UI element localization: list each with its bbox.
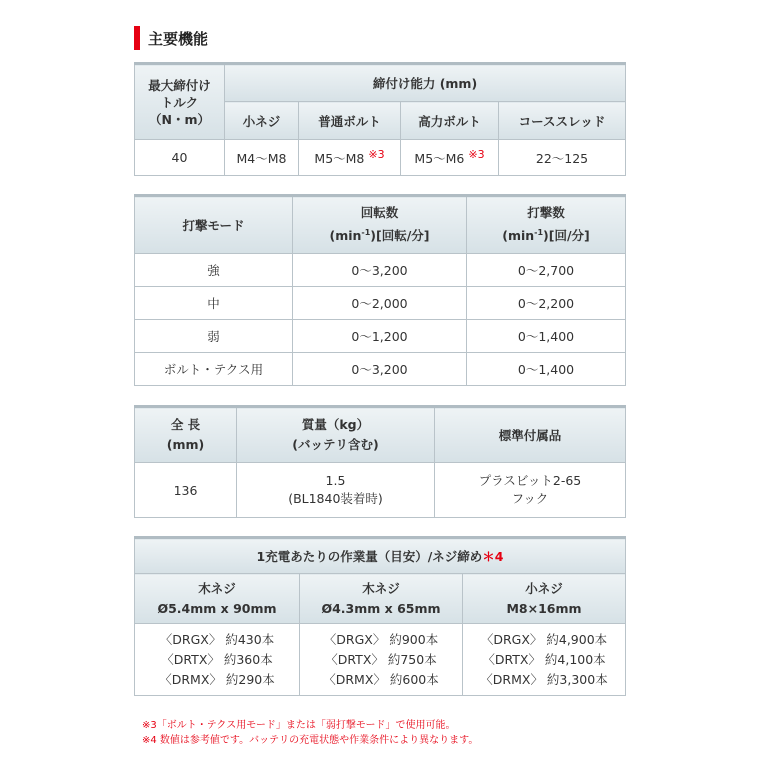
rpm-header-line2 [295,223,464,246]
high-bolt-note: ※3 [468,147,485,161]
work-value-cell [463,624,626,696]
table-row [135,254,626,287]
work-value-cell [135,624,300,696]
capacity-table [134,62,626,176]
mode-cell: 強 [135,254,293,287]
ipm-cell: 0～2,700 [467,254,626,287]
mass-header [237,407,435,463]
footnote-4: ※4 数値は参考値です。バッテリの充電状態や作業条件により異なります。 [142,735,479,746]
accessory-1: プラスビット2-65 [478,473,582,488]
mass-cell [237,463,435,518]
length-header [135,407,237,463]
coarse-thread-value: 22～125 [499,140,626,176]
column-size: Ø4.3mm x 65mm [321,600,441,616]
ipm-header-line1: 打撃数 [527,205,565,221]
dimensions-table [134,405,626,518]
impact-mode-table [134,194,626,386]
subheader-coarse-thread: コーススレッド [499,102,626,140]
length-header-line1: 全 長 [170,417,201,432]
section-title-text: 主要機能 [148,29,209,48]
title-accent-bar [134,26,140,50]
length-header-line2: (mm) [166,437,205,452]
table-row [135,353,626,386]
work-value: 〈DRTX〉 約360本 [161,651,273,667]
column-size: M8×16mm [506,600,582,616]
normal-bolt-value: M5～M8 [314,151,365,167]
work-value: 〈DRMX〉 約3,300本 [480,671,608,687]
mass-value: 1.5 [325,473,346,488]
normal-bolt-cell [299,140,401,176]
section-title [134,26,208,50]
subheader-high-bolt: 高力ボルト [401,102,499,140]
normal-bolt-note: ※3 [368,147,385,161]
work-title [135,538,626,574]
mode-cell: 中 [135,287,293,320]
work-value: 〈DRMX〉 約290本 [159,671,275,687]
ipm-cell: 0～1,400 [467,353,626,386]
work-value: 〈DRGX〉 約900本 [323,631,439,647]
torque-header [135,64,225,140]
footnote-3: ※3「ボルト・テクス用モード」または「弱打撃モード」で使用可能。 [142,720,456,731]
torque-header-line2: トルク [160,94,199,110]
ipm-cell: 0～2,200 [467,287,626,320]
column-name: 小ネジ [525,580,563,596]
table-row [135,287,626,320]
accessory-2: フック [511,491,549,506]
work-value: 〈DRTX〉 約750本 [325,651,437,667]
rpm-cell: 0～3,200 [293,254,467,287]
high-bolt-value: M5～M6 [414,151,465,167]
ipm-header [467,196,626,254]
subheader-small-screw: 小ネジ [225,102,299,140]
ipm-header-line2 [469,223,623,246]
table-row [135,320,626,353]
rpm-header [293,196,467,254]
ipm-unit-a: (min [502,228,535,244]
rpm-header-line1: 回転数 [360,205,399,221]
footnotes [142,718,478,748]
torque-header-line1: 最大締付け [148,77,211,93]
ipm-unit-sup: -1 [534,228,544,238]
work-value: 〈DRGX〉 約430本 [159,631,275,647]
mode-cell: 弱 [135,320,293,353]
small-screw-value: M4～M8 [225,140,299,176]
column-name: 木ネジ [198,580,236,596]
work-value: 〈DRMX〉 約600本 [323,671,439,687]
mass-header-line1: 質量（kg） [301,417,370,432]
torque-value: 40 [135,140,225,176]
rpm-cell: 0～2,000 [293,287,467,320]
work-value-cell [300,624,463,696]
work-per-charge-table [134,536,626,696]
column-name: 木ネジ [362,580,400,596]
column-header [135,574,300,624]
work-value: 〈DRTX〉 約4,100本 [482,651,606,667]
column-header [463,574,626,624]
accessories-cell [435,463,626,518]
high-bolt-cell [401,140,499,176]
rpm-unit-sup: -1 [361,228,371,238]
work-title-note: ＊4 [482,549,504,564]
ipm-cell: 0～1,400 [467,320,626,353]
rpm-unit-a: (min [329,228,362,244]
mass-note: (BL1840装着時) [288,491,383,506]
mode-header: 打撃モード [135,196,293,254]
mass-header-line2: (バッテリ含む) [292,437,379,452]
subheader-normal-bolt: 普通ボルト [299,102,401,140]
torque-header-line3: （N・m） [149,111,210,127]
work-value: 〈DRGX〉 約4,900本 [480,631,608,647]
work-title-text: 1充電あたりの作業量（目安）/ネジ締め [256,549,483,564]
mode-cell: ボルト・テクス用 [135,353,293,386]
column-header [300,574,463,624]
length-value: 136 [135,463,237,518]
rpm-unit-b: )[回転/分] [370,228,430,244]
rpm-cell: 0～3,200 [293,353,467,386]
ipm-unit-b: )[回/分] [543,228,590,244]
capacity-header: 締付け能力 (mm) [225,64,626,102]
rpm-cell: 0～1,200 [293,320,467,353]
accessories-header: 標準付属品 [435,407,626,463]
column-size: Ø5.4mm x 90mm [157,600,277,616]
